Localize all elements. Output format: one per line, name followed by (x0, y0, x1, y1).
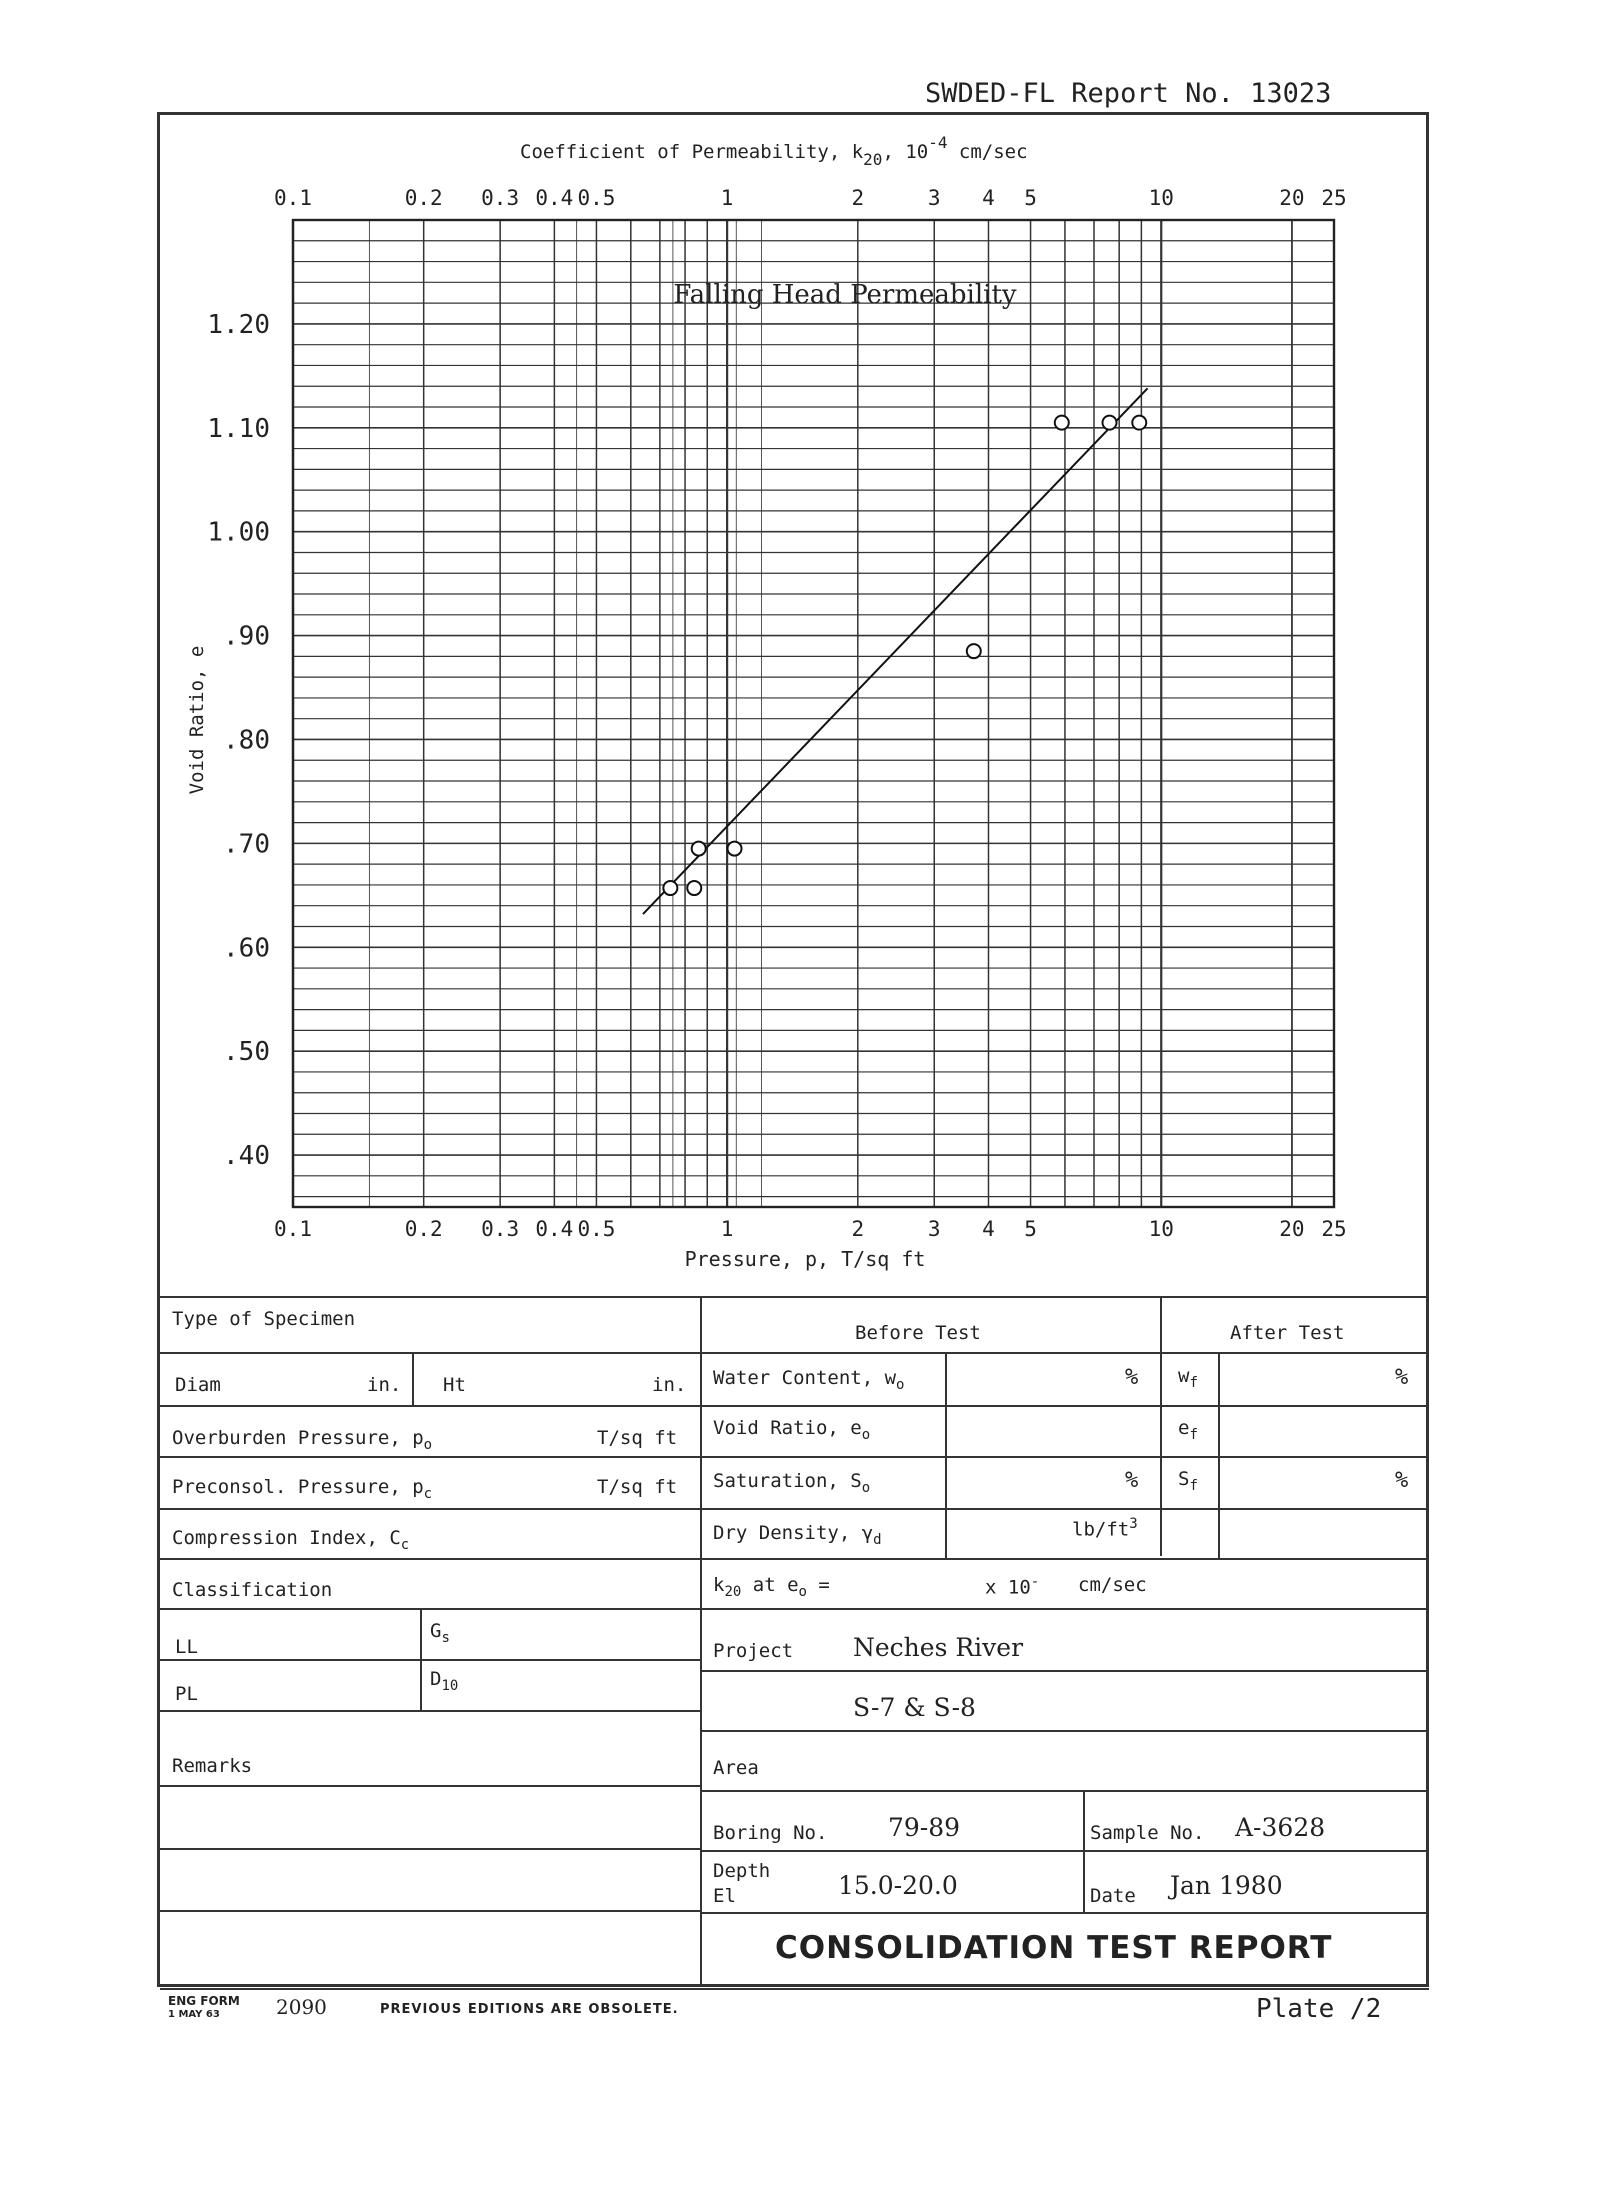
top-axis-label: Coefficient of Permeability, $k_{20}$, $10^{-4}$ cm/sec (520, 133, 1028, 169)
x-tick-label-top: 0.1 (274, 186, 312, 210)
classification-label: Classification (172, 1579, 333, 1601)
x-tick-label-bottom: 2 (851, 1217, 865, 1241)
data-point (967, 644, 981, 658)
previous-editions-note: PREVIOUS EDITIONS ARE OBSOLETE. (380, 2002, 679, 2017)
x-tick-label-bottom: 0.5 (577, 1217, 616, 1241)
x-tick-label-bottom: 1 (720, 1217, 734, 1241)
preconsol-unit: T/sq ft (597, 1476, 678, 1498)
y-tick-label: .70 (223, 829, 270, 860)
sf-unit: % (1395, 1468, 1409, 1493)
overburden-label: Overburden Pressure, $p_o$ (172, 1427, 433, 1453)
el-label: El (713, 1885, 736, 1907)
y-tick-label: .90 (223, 621, 270, 652)
dry-density-unit: $lb/ft^3$ (1072, 1516, 1138, 1541)
sample-label: Sample No. (1090, 1822, 1205, 1844)
x-axis-label: Pressure, p, T/sq ft (684, 1247, 926, 1271)
x-tick-label-top: 2 (851, 186, 865, 210)
type-of-specimen-label: Type of Specimen (172, 1308, 356, 1330)
diam-label: Diam (175, 1374, 221, 1396)
y-tick-label: 1.00 (207, 517, 270, 548)
x-tick-label-bottom: 25 (1321, 1217, 1347, 1241)
data-point (1103, 416, 1117, 430)
preconsol-label: Preconsol. Pressure, $p_c$ (172, 1476, 433, 1502)
x-tick-label-top: 3 (927, 186, 941, 210)
k20-multiplier: x 10- (985, 1574, 1040, 1599)
x-tick-label-bottom: 10 (1148, 1217, 1174, 1241)
ht-unit: in. (652, 1374, 687, 1396)
project-value: Neches River (853, 1633, 1024, 1662)
gs-label: $G_s$ (430, 1620, 450, 1646)
dry-density-label: Dry Density, $\gamma_d$ (713, 1522, 882, 1548)
falling-head-annotation: Falling Head Permeability (673, 280, 1017, 310)
data-point (728, 842, 742, 856)
sf-label: $S_f$ (1178, 1468, 1198, 1494)
x-tick-label-bottom: 0.2 (404, 1217, 443, 1241)
depth-value: 15.0-20.0 (838, 1871, 958, 1900)
boring-value: 79-89 (888, 1813, 961, 1842)
area-label: Area (713, 1757, 759, 1779)
diam-unit: in. (367, 1374, 402, 1396)
x-tick-label-top: 0.4 (535, 186, 574, 210)
wf-unit: % (1395, 1365, 1409, 1390)
y-tick-label: 1.20 (207, 309, 270, 340)
x-tick-label-bottom: 5 (1024, 1217, 1037, 1241)
water-content-label: Water Content, $w_o$ (713, 1367, 905, 1393)
x-tick-label-top: 25 (1321, 186, 1347, 210)
ef-label: $e_f$ (1178, 1417, 1198, 1443)
pl-label: PL (175, 1683, 198, 1705)
ht-label: Ht (443, 1374, 466, 1396)
report-title: CONSOLIDATION TEST REPORT (775, 1930, 1333, 1966)
eng-form-label: ENG FORM 1 MAY 63 (168, 1994, 240, 2020)
x-tick-label-top: 0.5 (577, 186, 616, 210)
x-tick-label-bottom: 0.3 (481, 1217, 520, 1241)
compression-index-label: Compression Index, $C_c$ (172, 1527, 410, 1553)
project-label: Project (713, 1640, 794, 1662)
date-value: Jan 1980 (1170, 1871, 1283, 1900)
sample-value: A-3628 (1235, 1813, 1326, 1842)
form-number: 2090 (276, 1995, 327, 2019)
saturation-label: Saturation, $S_o$ (713, 1470, 871, 1496)
ll-label: LL (175, 1636, 198, 1658)
k20-label: $k_{20}$ at $e_o$ = (713, 1574, 830, 1600)
data-point (663, 881, 677, 895)
x-tick-label-top: 5 (1024, 186, 1037, 210)
void-ratio-label: Void Ratio, $e_o$ (713, 1417, 871, 1443)
y-tick-label: .40 (223, 1141, 270, 1172)
remarks-label: Remarks (172, 1755, 253, 1777)
data-point (1132, 416, 1146, 430)
x-tick-label-top: 10 (1148, 186, 1174, 210)
plot-border (293, 220, 1334, 1207)
water-content-unit: % (1125, 1365, 1139, 1390)
x-tick-label-bottom: 20 (1279, 1217, 1305, 1241)
x-tick-label-top: 1 (720, 186, 734, 210)
before-test-header: Before Test (855, 1322, 981, 1344)
x-tick-label-top: 0.2 (404, 186, 443, 210)
y-tick-label: .80 (223, 725, 270, 756)
trend-line (643, 388, 1148, 914)
wf-label: $w_f$ (1178, 1365, 1198, 1391)
x-tick-label-top: 20 (1279, 186, 1305, 210)
y-tick-label: .50 (223, 1037, 270, 1068)
data-point (687, 881, 701, 895)
d10-label: $D_{10}$ (430, 1668, 459, 1694)
x-tick-label-top: 4 (982, 186, 995, 210)
report-number: SWDED-FL Report No. 13023 (925, 78, 1332, 109)
boring-label: Boring No. (713, 1822, 828, 1844)
y-tick-label: 1.10 (207, 413, 270, 444)
depth-label: Depth (713, 1860, 771, 1882)
x-tick-label-bottom: 0.1 (274, 1217, 312, 1241)
x-tick-label-top: 0.3 (481, 186, 520, 210)
overburden-unit: T/sq ft (597, 1427, 678, 1449)
project-value-2: S-7 & S-8 (853, 1693, 976, 1722)
y-axis-label: Void Ratio, e (186, 645, 208, 795)
y-tick-label: .60 (223, 933, 270, 964)
data-point (692, 842, 706, 856)
plate-number: Plate /2 (1256, 1994, 1382, 2024)
saturation-unit: % (1125, 1468, 1139, 1493)
x-tick-label-bottom: 4 (982, 1217, 995, 1241)
k20-unit: cm/sec (1078, 1574, 1147, 1596)
data-point (1055, 416, 1069, 430)
x-tick-label-bottom: 0.4 (535, 1217, 574, 1241)
x-tick-label-bottom: 3 (927, 1217, 941, 1241)
date-label: Date (1090, 1885, 1136, 1907)
after-test-header: After Test (1230, 1322, 1345, 1344)
